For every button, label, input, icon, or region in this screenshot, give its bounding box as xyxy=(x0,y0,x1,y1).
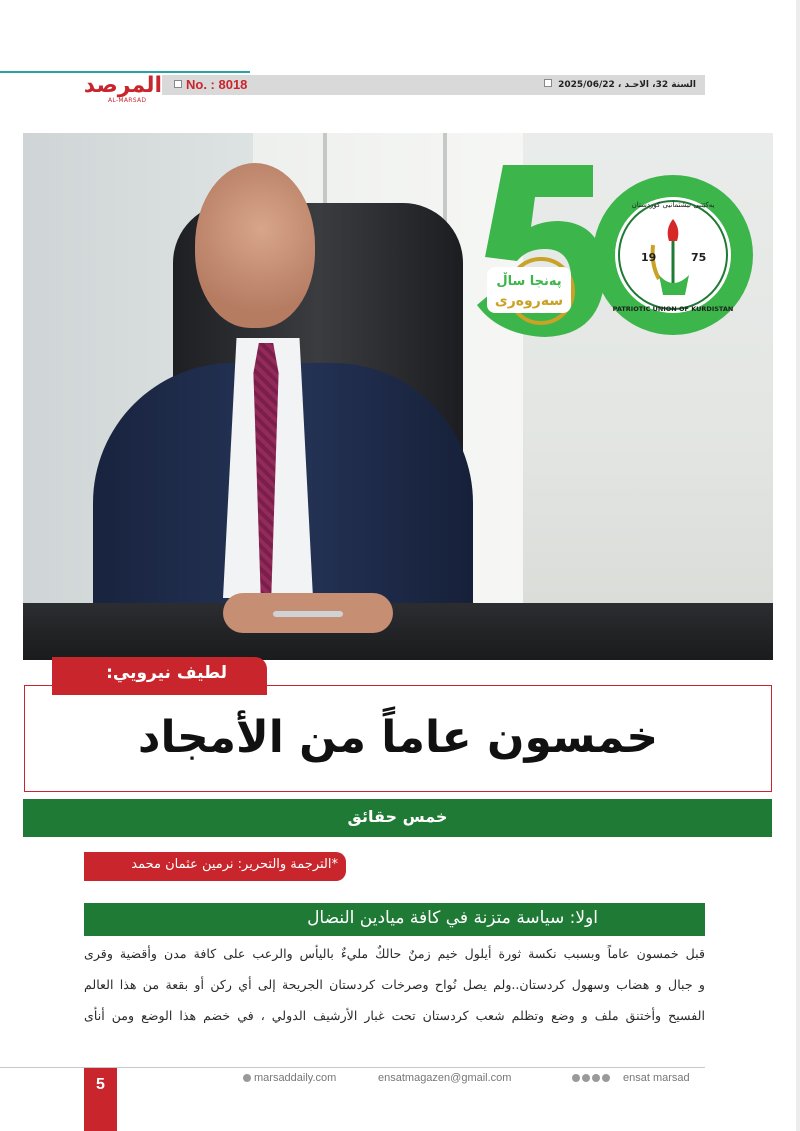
logo-wordmark xyxy=(82,74,162,98)
facebook-icon[interactable] xyxy=(572,1074,580,1082)
emblem-year-right: 75 xyxy=(691,251,707,264)
section-heading xyxy=(84,903,705,936)
emblem-year-left: 19 xyxy=(641,251,657,264)
page-edge-shadow xyxy=(796,0,800,1131)
footer-social-handle[interactable]: ensat marsad xyxy=(623,1072,690,1084)
twitter-icon[interactable] xyxy=(582,1074,590,1082)
footer-social-icons xyxy=(572,1074,610,1082)
footer-email[interactable]: ensatmagazen@gmail.com xyxy=(378,1072,512,1084)
logo-subtitle: AL-MARSAD xyxy=(108,97,147,104)
page-number-tab xyxy=(84,1068,117,1131)
youtube-icon[interactable] xyxy=(602,1074,610,1082)
emblem-text-english: PATRIOTIC UNION OF KURDISTAN xyxy=(612,305,734,313)
subtitle-text: خمس حقائق xyxy=(347,807,448,826)
body-line: الفسيح وأختنق ملف و وضع وتظلم شعب كردستان تحت غبار الأرشيف الدولي ، في خضم هذا الوضع ومن أنأى xyxy=(84,1008,705,1023)
translation-credit-text: *الترجمة والتحرير: نرمين عثمان محمد xyxy=(131,857,338,872)
article-body xyxy=(84,938,705,1031)
logo-wordmark-text: المرصد xyxy=(83,73,162,98)
subtitle-bar xyxy=(23,799,772,837)
translation-credit xyxy=(84,852,346,881)
hero-photo xyxy=(23,133,773,660)
page-number: 5 xyxy=(96,1076,105,1093)
body-line: و جبال و هضاب وسهول كردستان..ولم يصل نُواح وصرخات كردستان الجريحة إلى أي ركن أو بقعة من هذا العالم xyxy=(84,977,705,992)
headline-box xyxy=(24,685,772,792)
issue-number: No. : 8018 xyxy=(174,76,247,94)
section-heading-text: اولا: سياسة متزنة في كافة ميادين النضال xyxy=(307,908,598,928)
body-line: قبل خمسون عاماً وبسبب نكسة ثورة أيلول خيم زمنٌ حالكٌ مليءٌ باليأس والرعب على كافة مدن وأقضية وقرى xyxy=(84,946,705,961)
footer-website[interactable]: marsaddaily.com xyxy=(243,1072,336,1084)
publication-logo xyxy=(82,74,162,108)
author-tag xyxy=(52,657,267,695)
issue-date: السنة 32، الاحـد ، 2025/06/22 xyxy=(544,76,696,94)
anniversary-50-emblem xyxy=(463,145,763,355)
emblem-text-kurdish: یەکێتیی نیشتمانیی کوردستان xyxy=(631,201,715,209)
photo-pen xyxy=(273,611,343,617)
anniversary-kurdish-line1: پەنجا ساڵ xyxy=(496,274,562,289)
author-tag-text: لطيف نيرويي: xyxy=(106,663,227,683)
photo-person-head xyxy=(195,163,315,328)
instagram-icon[interactable] xyxy=(592,1074,600,1082)
photo-desk xyxy=(23,603,773,660)
headline-title: خمسون عاماً من الأمجاد xyxy=(137,712,659,763)
anniversary-kurdish-line2: سەروەری xyxy=(494,293,564,309)
